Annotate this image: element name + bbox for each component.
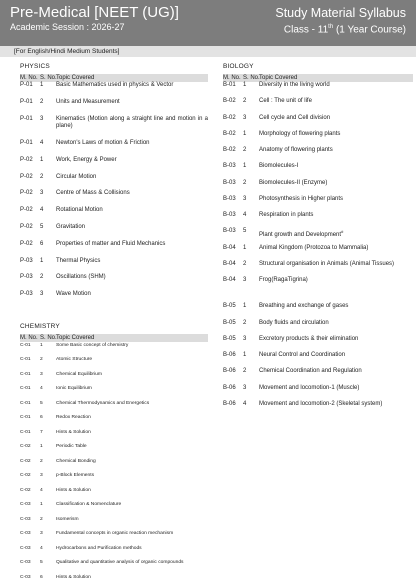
biology-row [223, 368, 413, 384]
module-number: P-03 [20, 257, 33, 264]
serial-number: 3 [40, 115, 44, 122]
topic-cell [56, 400, 208, 415]
topic-text: p-Block Elements [56, 473, 95, 479]
serial-number: 5 [40, 223, 44, 230]
class-label [275, 21, 406, 36]
col-serial-no: S. No. [243, 75, 260, 81]
topic-cell [259, 131, 413, 147]
module-number: C-01 [20, 429, 31, 435]
col-topic: Topic Covered [259, 75, 298, 81]
topic-text: Plant growth and Development [259, 232, 342, 239]
serial-number: 1 [243, 352, 247, 358]
module-number: C-03 [20, 531, 31, 537]
topic-text: Redox Reaction [56, 415, 91, 421]
module-number: B-02 [223, 147, 236, 153]
topic-text: Cell cycle and Cell division [259, 114, 331, 121]
module-number: P-02 [20, 190, 33, 197]
topic-cell [259, 180, 413, 196]
topic-text: Frog(RagaTigrina) [259, 277, 308, 283]
biology-row [223, 228, 413, 244]
chemistry-row [20, 516, 208, 531]
topic-text: Structural organisation in Animals (Animal Tissues) [259, 260, 395, 267]
physics-row [20, 258, 208, 275]
serial-number: 3 [243, 384, 247, 391]
topic-text: Circular Motion [56, 173, 97, 180]
topic-text: Classification & Nomenclature [56, 502, 122, 508]
serial-number: 1 [40, 502, 43, 508]
biology-row [223, 303, 413, 319]
topic-note-mark: # [341, 229, 344, 235]
chemistry-row [20, 472, 208, 487]
topic-cell [259, 98, 413, 114]
module-number: P-02 [20, 207, 33, 214]
chemistry-row [20, 414, 208, 429]
topic-text: Thermal Physics [56, 257, 101, 264]
physics-row [20, 207, 208, 224]
serial-number: 7 [40, 429, 43, 435]
class-sup: th [328, 24, 334, 30]
module-number: P-01 [20, 82, 33, 88]
chemistry-row [20, 545, 208, 560]
topic-text: Breathing and exchange of gases [259, 303, 349, 310]
chemistry-row [20, 342, 208, 357]
topic-cell [259, 385, 413, 401]
serial-number: 3 [40, 371, 43, 377]
chemistry-row [20, 501, 208, 516]
students-note: [For English/Hindi Medium Students] [14, 48, 120, 55]
serial-number: 1 [243, 303, 247, 310]
topic-cell [259, 196, 413, 212]
page-header [0, 0, 416, 46]
module-number: P-02 [20, 173, 33, 180]
topic-text: Diversity in the living world [259, 82, 330, 88]
topic-cell [56, 190, 208, 207]
chemistry-row [20, 443, 208, 458]
chemistry-row [20, 559, 208, 574]
syllabus-title: Study Material Syllabus [275, 6, 406, 20]
col-topic: Topic Covered [56, 334, 95, 341]
topic-cell [56, 99, 208, 116]
class-suffix: (1 Year Course) [333, 24, 406, 36]
module-number: P-03 [20, 291, 33, 298]
topic-text: Neural Control and Coordination [259, 352, 346, 358]
topic-text: Excretory products & their elimination [259, 335, 359, 342]
biology-row [223, 320, 413, 336]
biology-row [223, 98, 413, 114]
module-number: P-02 [20, 223, 33, 230]
topic-cell [56, 574, 208, 588]
topic-text: Wave Motion [56, 291, 91, 298]
topic-text: Some Basic concept of chemistry [56, 342, 129, 348]
topic-cell [259, 303, 413, 319]
biology-title: BIOLOGY [223, 63, 254, 70]
topic-cell [56, 414, 208, 429]
topic-cell [259, 228, 413, 244]
biology-row [223, 401, 413, 417]
topic-cell [56, 516, 208, 531]
topic-text: Properties of matter and Fluid Mechanics [56, 240, 166, 247]
serial-number: 1 [40, 444, 43, 450]
topic-text: Morphology of flowering plants [259, 130, 341, 137]
serial-number: 1 [243, 130, 247, 137]
serial-number: 2 [243, 368, 247, 375]
chemistry-table-body [20, 342, 208, 588]
module-number: B-06 [223, 368, 236, 375]
module-number: C-03 [20, 516, 31, 522]
topic-cell [259, 401, 413, 417]
topic-cell [56, 342, 208, 357]
module-number: B-02 [223, 114, 236, 121]
chemistry-row [20, 356, 208, 371]
topic-text: Periodic Table [56, 444, 87, 450]
topic-cell [259, 277, 413, 293]
serial-number: 1 [243, 244, 247, 251]
serial-number: 3 [40, 190, 44, 197]
topic-text: Cell : The unit of life [259, 98, 312, 105]
chemistry-row [20, 400, 208, 415]
serial-number: 2 [40, 516, 43, 522]
biology-row [223, 385, 413, 401]
topic-cell [56, 472, 208, 487]
header-left [10, 4, 179, 33]
physics-row [20, 140, 208, 157]
topic-cell [56, 429, 208, 444]
col-module-no: M. No. [20, 75, 38, 81]
module-number: C-01 [20, 386, 31, 392]
topic-text: Hints & Solution [56, 574, 91, 580]
topic-cell [56, 157, 208, 174]
topic-cell [56, 140, 208, 157]
serial-number: 2 [40, 357, 43, 363]
topic-text: Body fluids and circulation [259, 319, 329, 326]
serial-number: 3 [40, 291, 44, 298]
module-number: B-06 [223, 352, 236, 358]
module-number: P-01 [20, 115, 33, 122]
topic-text: Isomerism [56, 516, 79, 522]
physics-row [20, 190, 208, 207]
physics-row [20, 99, 208, 116]
serial-number: 3 [243, 277, 247, 283]
topic-cell [56, 530, 208, 545]
module-number: C-02 [20, 487, 31, 493]
topic-cell [56, 458, 208, 473]
module-number: B-05 [223, 335, 236, 342]
serial-number: 1 [40, 156, 44, 163]
module-number: C-03 [20, 560, 31, 566]
topic-cell [56, 116, 208, 140]
biology-row [223, 245, 413, 261]
topic-text: Units and Measurement [56, 98, 120, 105]
serial-number: 2 [243, 260, 247, 267]
physics-row [20, 157, 208, 174]
module-number: C-01 [20, 400, 31, 406]
biology-row [223, 163, 413, 179]
topic-cell [56, 224, 208, 241]
topic-cell [259, 261, 413, 277]
topic-text: Photosynthesis in Higher plants [259, 195, 344, 202]
module-number: B-03 [223, 228, 236, 235]
topic-cell [56, 174, 208, 191]
module-number: C-03 [20, 545, 31, 551]
topic-cell [259, 163, 413, 179]
serial-number: 6 [40, 415, 43, 421]
physics-row [20, 82, 208, 99]
physics-table-header [20, 74, 208, 82]
topic-cell [259, 115, 413, 131]
biology-row [223, 336, 413, 352]
biology-row [223, 131, 413, 147]
left-column [20, 62, 208, 588]
module-number: B-02 [223, 98, 236, 105]
serial-number: 2 [243, 98, 247, 105]
module-number: B-03 [223, 179, 236, 186]
chemistry-row [20, 458, 208, 473]
serial-number: 1 [243, 82, 247, 88]
biology-row [223, 261, 413, 277]
serial-number: 1 [40, 342, 43, 348]
serial-number: 4 [40, 386, 43, 392]
chemistry-row [20, 487, 208, 502]
topic-cell [56, 385, 208, 400]
topic-text: Hydrocarbons and Purification methods [56, 545, 142, 551]
topic-cell [56, 291, 208, 308]
chemistry-row [20, 574, 208, 588]
topic-text: Ionic Equilibrium [56, 386, 92, 392]
topic-cell [259, 320, 413, 336]
topic-cell [259, 368, 413, 384]
module-number: B-04 [223, 277, 236, 283]
topic-cell [56, 207, 208, 224]
serial-number: 5 [243, 228, 247, 235]
module-number: B-06 [223, 384, 236, 391]
serial-number: 4 [40, 139, 44, 146]
topic-text: Chemical Equilibrium [56, 371, 102, 377]
module-number: B-03 [223, 163, 236, 170]
chemistry-row [20, 371, 208, 386]
topic-cell [56, 545, 208, 560]
module-number: P-03 [20, 274, 33, 281]
serial-number: 3 [243, 114, 247, 121]
topic-cell [259, 82, 413, 98]
serial-number: 2 [40, 274, 44, 281]
topic-cell [56, 371, 208, 386]
col-serial-no: S. No. [40, 334, 57, 341]
serial-number: 4 [243, 212, 247, 218]
module-number: B-05 [223, 303, 236, 310]
topic-cell [56, 258, 208, 275]
module-number: B-04 [223, 244, 236, 251]
academic-session: Academic Session : 2026-27 [10, 22, 125, 32]
topic-text: Chemical Thermodynamics and Energetics [56, 400, 150, 406]
biology-row [223, 212, 413, 228]
serial-number: 1 [243, 163, 247, 170]
module-number: B-04 [223, 260, 236, 267]
physics-row [20, 291, 208, 308]
serial-number: 3 [40, 531, 43, 537]
serial-number: 3 [243, 335, 247, 342]
students-note-bar [0, 46, 416, 57]
topic-cell [259, 336, 413, 352]
biology-row [223, 196, 413, 212]
topic-text: Anatomy of flowering plants [259, 147, 333, 153]
biology-row [223, 352, 413, 368]
topic-text: Atomic Structure [56, 357, 93, 363]
serial-number: 4 [40, 207, 44, 214]
topic-text: Chemical Bonding [56, 458, 96, 464]
module-number: B-03 [223, 195, 236, 202]
module-number: P-01 [20, 139, 33, 146]
physics-row [20, 241, 208, 258]
serial-number: 3 [243, 195, 247, 202]
module-number: C-01 [20, 357, 31, 363]
physics-table-body [20, 82, 208, 308]
biology-table-body [223, 82, 413, 417]
topic-cell [259, 352, 413, 368]
topic-text: Rotational Motion [56, 207, 103, 214]
col-module-no: M. No. [223, 75, 241, 81]
topic-cell [259, 147, 413, 163]
biology-table-header [223, 74, 413, 82]
col-module-no: M. No. [20, 334, 38, 341]
module-number: C-03 [20, 574, 31, 580]
module-number: P-01 [20, 98, 33, 105]
module-number: P-02 [20, 240, 33, 247]
topic-text: Biomolecules-II (Enzyme) [259, 179, 328, 186]
physics-row [20, 224, 208, 241]
topic-text: Respiration in plants [259, 212, 314, 218]
chemistry-title: CHEMISTRY [20, 322, 60, 330]
topic-text: Biomolecules-I [259, 163, 299, 170]
serial-number: 6 [40, 240, 44, 247]
biology-row [223, 115, 413, 131]
chemistry-table-header [20, 334, 208, 342]
topic-text: Hints & Solution [56, 487, 91, 493]
topic-cell [56, 241, 208, 258]
topic-text: Work, Energy & Power [56, 156, 117, 163]
serial-number: 3 [40, 473, 43, 479]
topic-cell [259, 212, 413, 228]
topic-text: Qualitative and quantitative analysis of organic compounds [56, 560, 184, 566]
serial-number: 2 [40, 458, 43, 464]
serial-number: 5 [40, 560, 43, 566]
module-number: C-02 [20, 444, 31, 450]
module-number: B-03 [223, 212, 236, 218]
topic-text: Chemical Coordination and Regulation [259, 368, 362, 375]
physics-row [20, 174, 208, 191]
physics-row [20, 274, 208, 291]
module-number: C-01 [20, 415, 31, 421]
serial-number: 2 [40, 173, 44, 180]
serial-number: 4 [40, 545, 43, 551]
serial-number: 4 [243, 400, 247, 407]
module-number: C-01 [20, 371, 31, 377]
topic-cell [56, 487, 208, 502]
serial-number: 1 [40, 82, 44, 88]
serial-number: 2 [40, 98, 44, 105]
topic-text: Hints & Solution [56, 429, 91, 435]
topic-text: Movement and locomotion-2 (Skeletal system) [259, 400, 383, 407]
module-number: C-02 [20, 458, 31, 464]
module-number: B-01 [223, 82, 236, 88]
topic-cell [56, 356, 208, 371]
serial-number: 2 [243, 179, 247, 186]
topic-text: Kinematics (Motion along a straight line and motion in a plane) [56, 115, 208, 130]
module-number: C-03 [20, 502, 31, 508]
chemistry-row [20, 429, 208, 444]
topic-cell [56, 559, 208, 574]
module-number: B-05 [223, 319, 236, 326]
serial-number: 4 [40, 487, 43, 493]
biology-row [223, 147, 413, 163]
header-right [275, 6, 406, 36]
course-title: Pre-Medical [NEET (UG)] [10, 4, 179, 21]
serial-number: 5 [40, 400, 43, 406]
module-number: P-02 [20, 156, 33, 163]
topic-text: Movement and locomotion-1 (Muscle) [259, 384, 360, 391]
physics-row [20, 116, 208, 140]
col-topic: Topic Covered [56, 75, 95, 81]
topic-text: Oscillations (SHM) [56, 274, 106, 281]
topic-text: Gravitation [56, 223, 86, 230]
topic-text: Newton's Laws of motion & Friction [56, 139, 150, 146]
chemistry-row [20, 530, 208, 545]
module-number: B-02 [223, 130, 236, 137]
module-number: B-06 [223, 400, 236, 407]
topic-cell [56, 82, 208, 99]
biology-row [223, 180, 413, 196]
topic-cell [56, 501, 208, 516]
biology-row [223, 82, 413, 98]
right-column [223, 62, 413, 417]
topic-text: Fundamental concepts in organic reaction mechanism [56, 531, 174, 537]
module-number: C-02 [20, 473, 31, 479]
class-prefix: Class - 11 [283, 24, 329, 36]
topic-cell [56, 443, 208, 458]
serial-number: 2 [243, 319, 247, 326]
physics-title: PHYSICS [20, 63, 50, 70]
topic-text: Centre of Mass & Collisions [56, 190, 130, 197]
module-number: C-01 [20, 342, 31, 348]
topic-cell [259, 245, 413, 261]
chemistry-row [20, 385, 208, 400]
biology-row [223, 277, 413, 293]
serial-number: 2 [243, 147, 247, 153]
serial-number: 1 [40, 257, 44, 264]
col-serial-no: S. No. [40, 75, 57, 81]
topic-text: Basic Mathematics used in physics & Vector [56, 82, 174, 88]
topic-text: Animal Kingdom (Protozoa to Mammalia) [259, 244, 369, 251]
serial-number: 6 [40, 574, 43, 580]
topic-cell [56, 274, 208, 291]
